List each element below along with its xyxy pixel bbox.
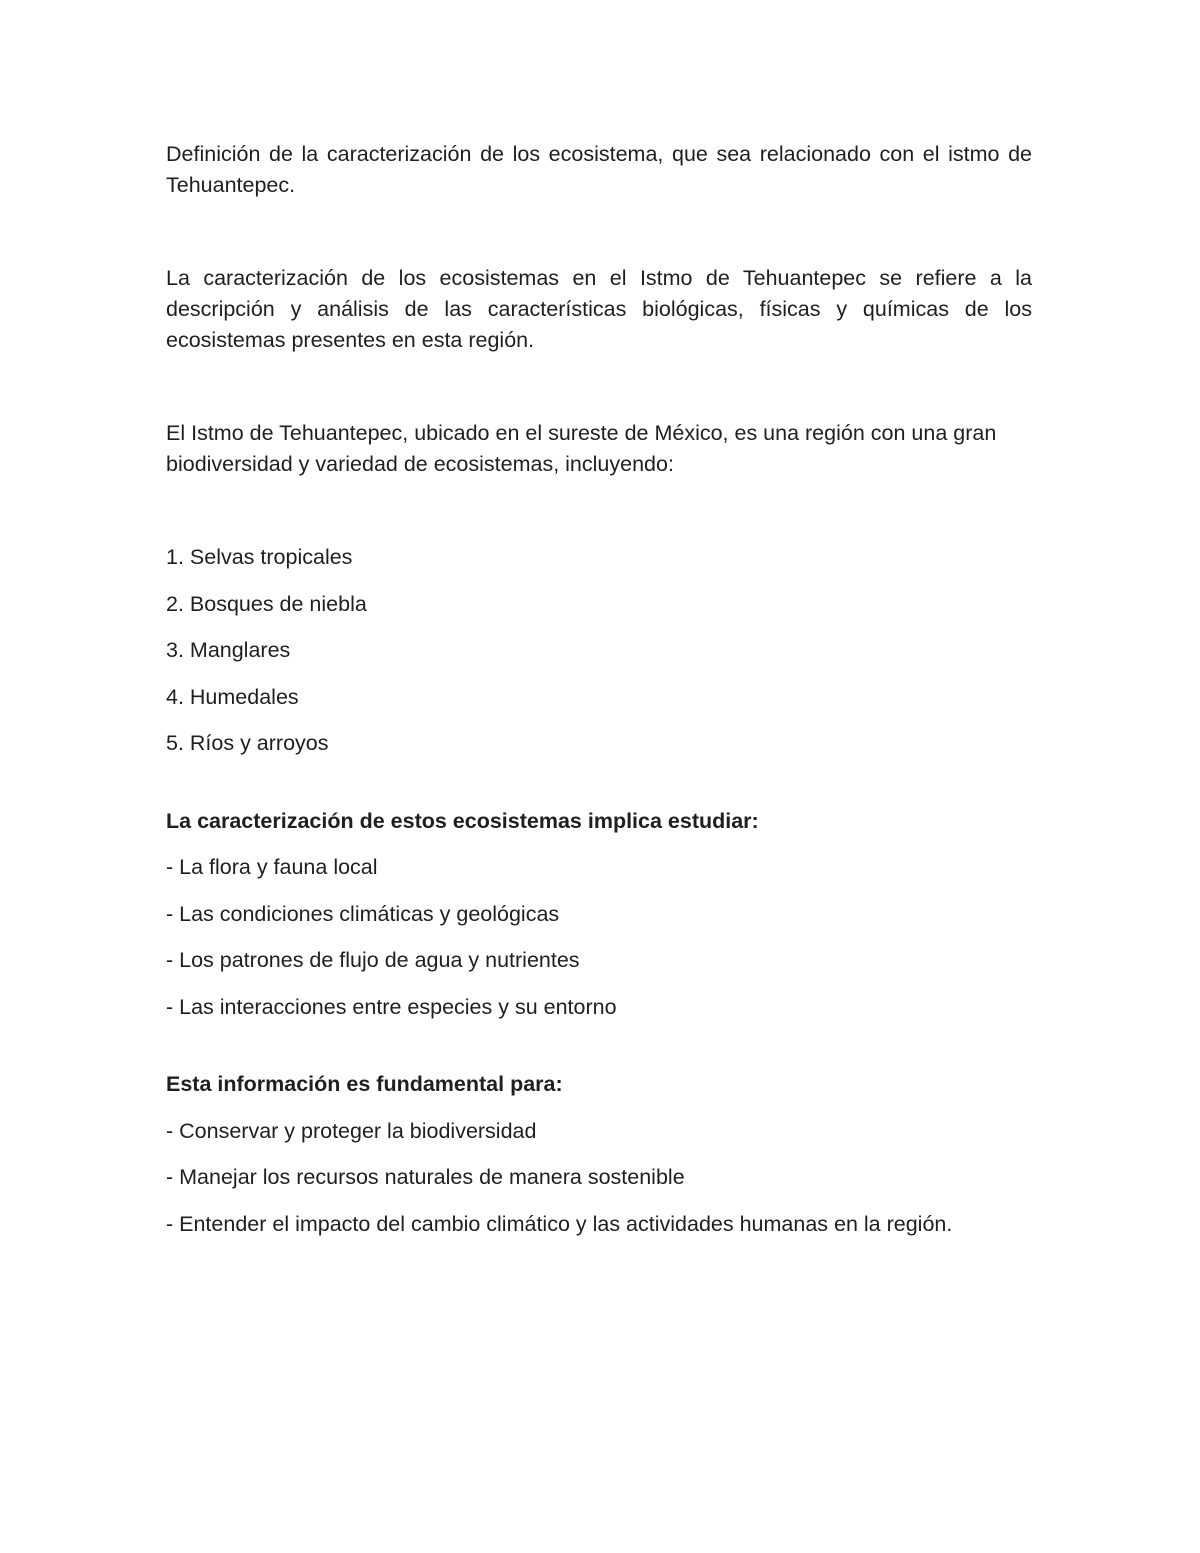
list-item: - Los patrones de flujo de agua y nutrientes	[166, 948, 580, 972]
intro-paragraph: Definición de la caracterización de los ecosistema, que sea relacionado con el istmo de Tehuantepec.	[166, 142, 1032, 197]
spacer	[166, 1038, 1032, 1069]
list-item: 2. Bosques de niebla	[166, 591, 367, 616]
spacer	[166, 775, 1032, 806]
ecosystem-list	[166, 542, 1032, 759]
list-item: 1. Selvas tropicales	[166, 545, 353, 569]
list-item: - Conservar y proteger la biodiversidad	[166, 1118, 537, 1143]
list-item: 4. Humedales	[166, 684, 299, 709]
spacer	[166, 356, 1032, 418]
context-paragraph: El Istmo de Tehuantepec, ubicado en el sureste de México, es una región con una gran biodiversidad y variedad de ecosistemas, incluyendo:	[166, 421, 997, 476]
document-content	[166, 139, 1032, 1255]
list-item: - Las condiciones climáticas y geológicas	[166, 901, 560, 926]
spacer	[166, 480, 1032, 542]
spacer	[166, 201, 1032, 263]
definition-paragraph: La caracterización de los ecosistemas en el Istmo de Tehuantepec se refiere a la descripción y análisis de las características biológicas, físicas y químicas de los ecosistemas presentes en esta región.	[166, 266, 1032, 352]
list-item: - Entender el impacto del cambio climático y las actividades humanas en la región.	[166, 1211, 953, 1236]
list-item: - La flora y fauna local	[166, 855, 378, 879]
list-item: - Las interacciones entre especies y su entorno	[166, 994, 617, 1019]
list-item: 5. Ríos y arroyos	[166, 731, 329, 755]
list-item: - Manejar los recursos naturales de manera sostenible	[166, 1165, 685, 1189]
list-item: 3. Manglares	[166, 638, 291, 662]
study-heading: La caracterización de estos ecosistemas implica estudiar:	[166, 808, 759, 833]
purpose-heading: Esta información es fundamental para:	[166, 1072, 563, 1096]
study-list	[166, 852, 1032, 1023]
purpose-list	[166, 1116, 1032, 1240]
